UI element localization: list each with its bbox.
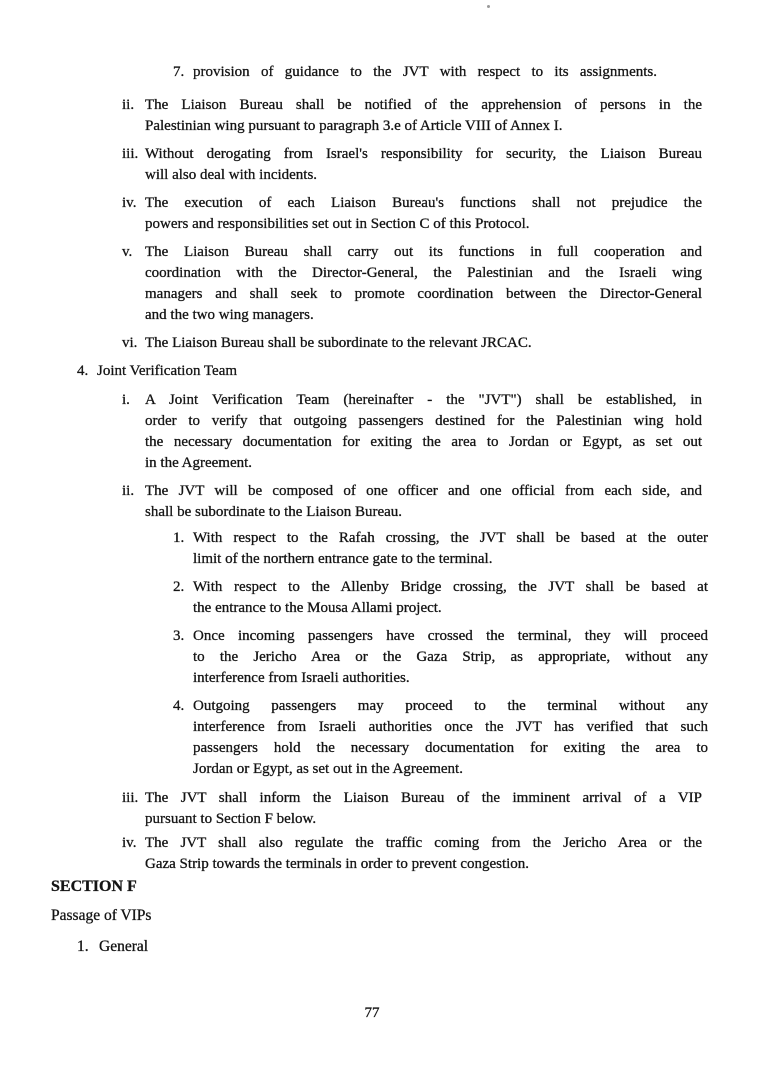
list-marker: iv.	[122, 835, 137, 851]
list-marker: iii.	[122, 146, 139, 162]
list-item	[122, 390, 702, 474]
text-line: powers and responsibilities set out in Section C of this Protocol.	[145, 216, 530, 232]
text-line: interference from Israeli authorities.	[193, 670, 410, 686]
list-marker: ii.	[122, 483, 135, 499]
text-line: A Joint Verification Team (hereinafter - the "JVT") shall be established, in	[145, 392, 702, 408]
list-item	[173, 62, 657, 83]
text-line: managers and shall seek to promote coordination between the Director-General	[145, 286, 702, 302]
section-heading: SECTION F	[51, 878, 137, 895]
list-marker: 1.	[77, 938, 89, 955]
text-line: Without derogating from Israel's responsibility for security, the Liaison Bureau	[145, 146, 702, 162]
text-line: will also deal with incidents.	[145, 167, 318, 183]
text-line: and the two wing managers.	[145, 307, 314, 323]
list-item	[122, 144, 702, 186]
list-marker: i.	[122, 392, 130, 408]
text-line: pursuant to Section F below.	[145, 811, 317, 827]
text-line: Once incoming passengers have crossed the terminal, they will proceed	[193, 628, 708, 644]
list-marker: v.	[122, 244, 133, 260]
list-item-text	[145, 833, 702, 875]
text-line: shall be subordinate to the Liaison Bureau.	[145, 504, 403, 520]
list-item-text	[193, 696, 708, 780]
list-item	[173, 696, 708, 780]
list-item-text	[193, 528, 708, 570]
list-item-text	[193, 626, 708, 689]
list-item	[122, 833, 702, 875]
list-item	[77, 936, 148, 957]
page-number: 77	[364, 1005, 380, 1021]
text-line: provision of guidance to the JVT with respect to its assignments.	[193, 64, 657, 80]
text-line: The JVT shall inform the Liaison Bureau of the imminent arrival of a VIP	[145, 790, 702, 806]
list-marker: iii.	[122, 790, 139, 806]
text-line: General	[99, 938, 149, 955]
list-item-text	[97, 361, 237, 382]
text-line: With respect to the Rafah crossing, the JVT shall be based at the outer	[193, 530, 708, 546]
list-item-text	[145, 242, 702, 326]
text-line: Jordan or Egypt, as set out in the Agreement.	[193, 761, 463, 777]
list-marker: 7.	[173, 64, 185, 80]
list-item-text	[193, 62, 657, 83]
text-line: The Liaison Bureau shall carry out its functions in full cooperation and	[145, 244, 702, 260]
text-line: Gaza Strip towards the terminals in order to prevent congestion.	[145, 856, 530, 872]
text-line: The JVT shall also regulate the traffic coming from the Jericho Area or the	[145, 835, 702, 851]
text-line: The Liaison Bureau shall be subordinate to the relevant JRCAC.	[145, 335, 532, 351]
text-line: coordination with the Director-General, the Palestinian and the Israeli wing	[145, 265, 702, 281]
list-marker: 1.	[173, 530, 185, 546]
list-item	[122, 333, 702, 354]
text-line: The JVT will be composed of one officer and one official from each side, and	[145, 483, 702, 499]
list-marker: 4.	[173, 698, 185, 714]
list-marker: 3.	[173, 628, 185, 644]
list-item-text	[145, 788, 702, 830]
list-item	[122, 481, 702, 523]
list-item	[173, 528, 708, 570]
list-item	[77, 361, 237, 382]
text-line: limit of the northern entrance gate to the terminal.	[193, 551, 493, 567]
text-line: to the Jericho Area or the Gaza Strip, as appropriate, without any	[193, 649, 708, 665]
text-line: The execution of each Liaison Bureau's functions shall not prejudice the	[145, 195, 702, 211]
list-marker: ii.	[122, 97, 135, 113]
text-line: the necessary documentation for exiting the area to Jordan or Egypt, as set out	[145, 434, 702, 450]
list-marker: iv.	[122, 195, 137, 211]
text-line: Outgoing passengers may proceed to the terminal without any	[193, 698, 708, 714]
text-line: interference from Israeli authorities once the JVT has verified that such	[193, 719, 708, 735]
list-marker: 4.	[77, 363, 89, 379]
list-item	[122, 95, 702, 137]
list-item-text	[145, 481, 702, 523]
list-item-text	[145, 144, 702, 186]
text-line: The Liaison Bureau shall be notified of the apprehension of persons in the	[145, 97, 702, 113]
text-line: Joint Verification Team	[97, 363, 238, 379]
list-item	[173, 577, 708, 619]
text-line: in the Agreement.	[145, 455, 253, 471]
text-line: passengers hold the necessary documentation for exiting the area to	[193, 740, 708, 756]
text-line: Palestinian wing pursuant to paragraph 3.e of Article VIII of Annex I.	[145, 118, 563, 134]
list-item-text	[193, 577, 708, 619]
list-item-text	[145, 333, 702, 354]
list-marker: 2.	[173, 579, 185, 595]
list-item	[122, 193, 702, 235]
list-item	[122, 788, 702, 830]
scan-speck-icon	[487, 5, 490, 8]
list-item	[173, 626, 708, 689]
list-item-text	[145, 193, 702, 235]
text-line: order to verify that outgoing passengers destined for the Palestinian wing hold	[145, 413, 702, 429]
text-line: the entrance to the Mousa Allami project.	[193, 600, 442, 616]
list-item	[122, 242, 702, 326]
text-line: With respect to the Allenby Bridge crossing, the JVT shall be based at	[193, 579, 708, 595]
list-item-text	[145, 390, 702, 474]
list-item-text	[99, 936, 148, 957]
section-subtitle: Passage of VIPs	[51, 907, 152, 924]
list-marker: vi.	[122, 335, 138, 351]
list-item-text	[145, 95, 702, 137]
